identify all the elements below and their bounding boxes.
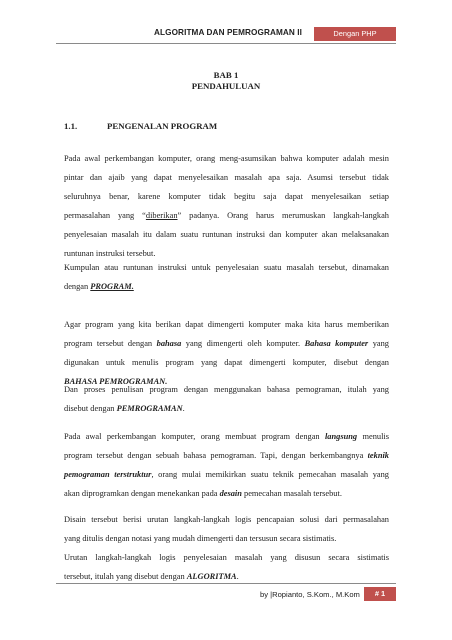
- paragraph-5: [64, 427, 389, 503]
- paragraph-line: [64, 277, 389, 296]
- paragraph-line: [64, 465, 389, 484]
- paragraph-line: pintar dan ajaib yang dapat menyelesaikan masalah apa saja. Asumsi tersebut tidak: [64, 173, 389, 182]
- term-algoritma: ALGORITMA: [186, 572, 237, 581]
- chapter-number: BAB 1: [213, 70, 239, 80]
- text-run: akan diprogramkan dengan menekankan pada: [64, 489, 220, 498]
- text-run: .: [182, 404, 185, 413]
- text-run: yang dimengerti oleh komputer.: [181, 339, 305, 348]
- underlined-word: diberikan: [145, 211, 178, 220]
- paragraph-6: [64, 510, 389, 586]
- paragraph-line: seluruhnya benar, karene komputer tidak begitu saja dapat menyelesaikan setiap: [64, 192, 389, 201]
- section-title: PENGENALAN PROGRAM: [107, 121, 218, 131]
- paragraph-line: Urutan langkah-langkah logis penyelesaian masalah yang disusun secara sistimatis: [64, 553, 389, 562]
- text-run: Pada awal perkembangan komputer, orang membuat program dengan: [64, 432, 325, 441]
- paragraph-line: [64, 484, 389, 503]
- paragraph-1: [64, 149, 389, 263]
- text-run: ” padanya. Orang harus merumuskan langkah-langkah: [177, 211, 389, 220]
- text-run: disebut dengan: [64, 404, 117, 413]
- paragraph-line: yang ditulis dengan notasi yang mudah dimengerti dan tersusun secara sistimatis.: [64, 534, 337, 543]
- text-run: dengan: [64, 282, 91, 291]
- text-run: menulis: [357, 432, 389, 441]
- term-bahasa-pemrograman: BAHASA PEMROGRAMAN.: [64, 377, 168, 386]
- text-run: program tersebut dengan sebuah bahasa pemograman. Tapi, dengan berkembangnya: [64, 451, 368, 460]
- paragraph-line: [64, 427, 389, 446]
- page-number-badge: # 1: [364, 587, 396, 601]
- footer-divider: [56, 583, 396, 584]
- term-desain: desain: [219, 489, 242, 498]
- paragraph-line: [64, 399, 389, 418]
- paragraph-line: runtunan instruksi tersebut.: [64, 249, 156, 258]
- header-divider: [56, 43, 396, 44]
- text-run: pemecahan masalah tersebut.: [241, 489, 342, 498]
- paragraph-line: digunakan untuk menulis program yang dapat dimengerti komputer, disebut dengan: [64, 358, 389, 367]
- term-pemrograman: PEMROGRAMAN: [116, 404, 183, 413]
- term-bahasa: bahasa: [156, 339, 182, 348]
- footer-author: by |Ropianto, S.Kom., M.Kom: [260, 590, 360, 599]
- page-header: [0, 27, 452, 41]
- paragraph-line: Agar program yang kita berikan dapat dimengerti komputer maka kita harus memberikan: [64, 320, 389, 329]
- paragraph-line: Kumpulan atau runtunan instruksi untuk penyelesaian suatu masalah tersebut, dinamakan: [64, 263, 389, 272]
- paragraph-line: Pada awal perkembangan komputer, orang meng-asumsikan bahwa komputer adalah mesin: [64, 154, 389, 163]
- paragraph-2: [64, 258, 389, 296]
- term-bahasa-komputer: Bahasa komputer: [304, 339, 369, 348]
- term-teknik: teknik: [367, 451, 389, 460]
- text-run: , orang mulai memikirkan suatu teknik pemecahan masalah yang: [151, 470, 389, 479]
- paragraph-line: penyelesaian masalah itu dalam suatu runtunan instruksi dan komputer akan melaksanakan: [64, 230, 389, 239]
- text-run: permasalahan yang “: [64, 211, 146, 220]
- paragraph-line: [64, 446, 389, 465]
- term-langsung: langsung: [324, 432, 358, 441]
- header-badge: Dengan PHP: [314, 27, 396, 41]
- paragraph-line: [64, 206, 389, 225]
- paragraph-line: [64, 334, 389, 353]
- term-program: PROGRAM.: [90, 282, 134, 291]
- paragraph-line: Dan proses penulisan program dengan menggunakan bahasa pemograman, itulah yang: [64, 385, 389, 394]
- text-run: tersebut, itulah yang disebut dengan: [64, 572, 187, 581]
- section-heading: [64, 121, 217, 131]
- chapter-title: PENDAHULUAN: [191, 81, 261, 91]
- section-number: 1.1.: [64, 121, 78, 131]
- header-title: ALGORITMA DAN PEMROGRAMAN II: [154, 28, 303, 37]
- paragraph-4: [64, 380, 389, 418]
- text-run: program tersebut dengan: [64, 339, 157, 348]
- text-run: .: [236, 572, 239, 581]
- paragraph-line: Disain tersebut berisi urutan langkah-langkah logis pencapaian solusi dari permasalahan: [64, 515, 389, 524]
- text-run: yang: [368, 339, 389, 348]
- term-pemograman-terstruktur: pemograman terstruktur: [64, 470, 152, 479]
